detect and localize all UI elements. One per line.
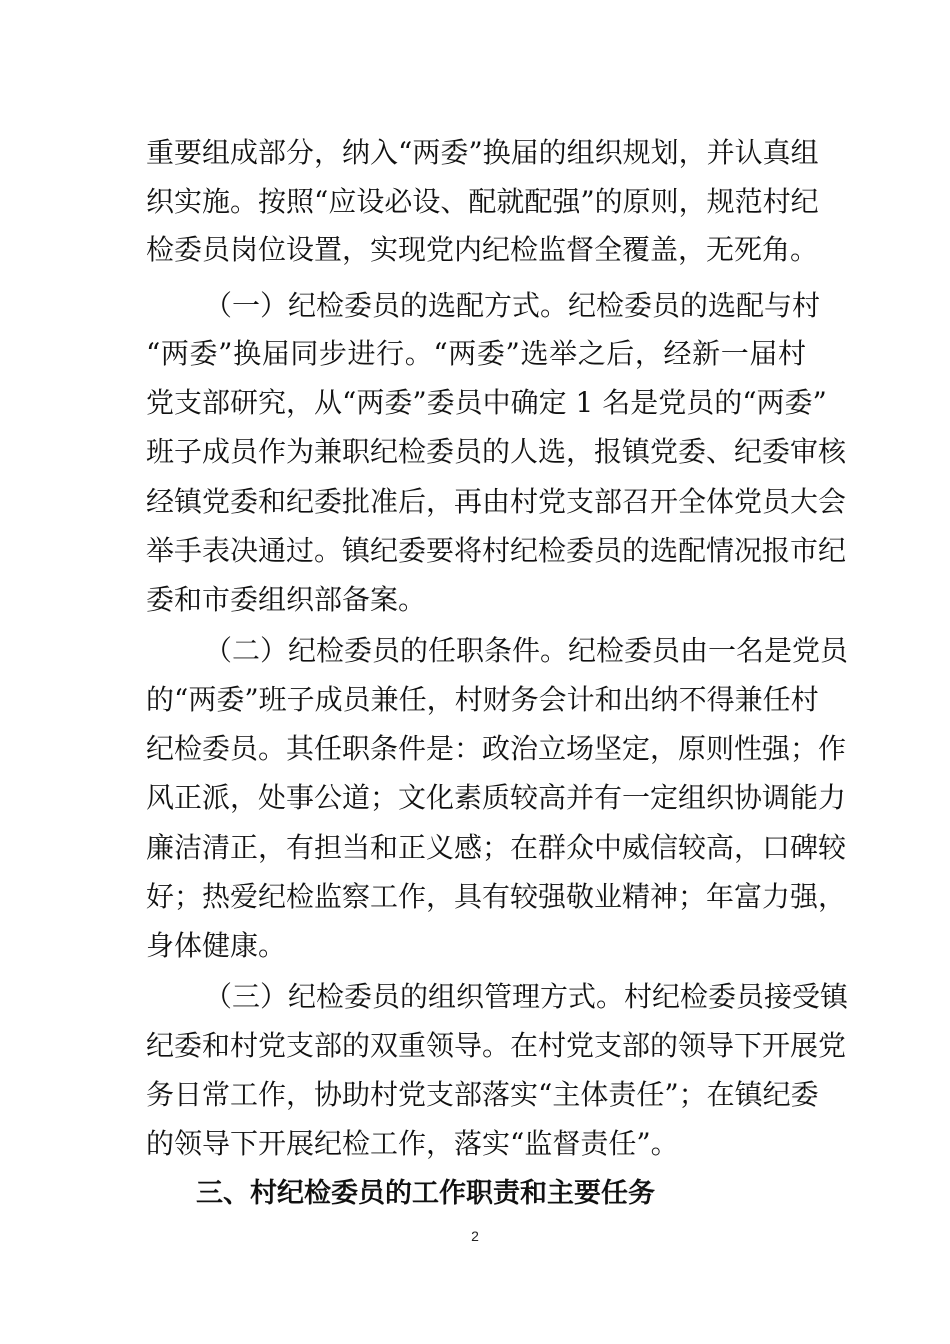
body-text-line: 经镇党委和纪委批准后，再由村党支部召开全体党员大会 (146, 485, 847, 518)
body-text-line: 务日常工作，协助村党支部落实“主体责任”；在镇纪委 (146, 1078, 819, 1111)
section-heading: 三、村纪检委员的工作职责和主要任务 (196, 1178, 655, 1209)
body-text-line: 好；热爱纪检监察工作，具有较强敬业精神；年富力强， (146, 880, 847, 913)
body-text-line: 织实施。按照“应设必设、配就配强”的原则，规范村纪 (146, 185, 819, 218)
body-text-line: 党支部研究，从“两委”委员中确定 1 名是党员的“两委” (146, 386, 827, 419)
subsection-first-line: （一）纪检委员的选配方式。纪检委员的选配与村 (204, 289, 821, 322)
body-text-line: 委和市委组织部备案。 (146, 583, 427, 616)
body-text-line: 的“两委”班子成员兼任，村财务会计和出纳不得兼任村 (146, 683, 819, 716)
body-text-line: 检委员岗位设置，实现党内纪检监督全覆盖，无死角。 (146, 233, 819, 266)
body-text-line: 纪委和村党支部的双重领导。在村党支部的领导下开展党 (146, 1029, 847, 1062)
body-text-line: 举手表决通过。镇纪委要将村纪检委员的选配情况报市纪 (146, 534, 847, 567)
body-text-line: 纪检委员。其任职条件是：政治立场坚定，原则性强；作 (146, 732, 847, 765)
subsection-first-line: （三）纪检委员的组织管理方式。村纪检委员接受镇 (204, 980, 849, 1013)
body-text-line: 班子成员作为兼职纪检委员的人选，报镇党委、纪委审核 (146, 435, 847, 468)
body-text-line: “两委”换届同步进行。“两委”选举之后，经新一届村 (146, 337, 806, 370)
body-text-line: 廉洁清正，有担当和正义感；在群众中威信较高，口碑较 (146, 831, 847, 864)
subsection-first-line: （二）纪检委员的任职条件。纪检委员由一名是党员 (204, 634, 849, 667)
page-number: 2 (471, 1228, 479, 1244)
body-text-line: 身体健康。 (146, 929, 287, 962)
body-text-line: 风正派，处事公道；文化素质较高并有一定组织协调能力 (146, 781, 847, 814)
body-text-line: 重要组成部分，纳入“两委”换届的组织规划，并认真组 (146, 136, 819, 169)
body-text-line: 的领导下开展纪检工作，落实“监督责任”。 (146, 1127, 679, 1160)
